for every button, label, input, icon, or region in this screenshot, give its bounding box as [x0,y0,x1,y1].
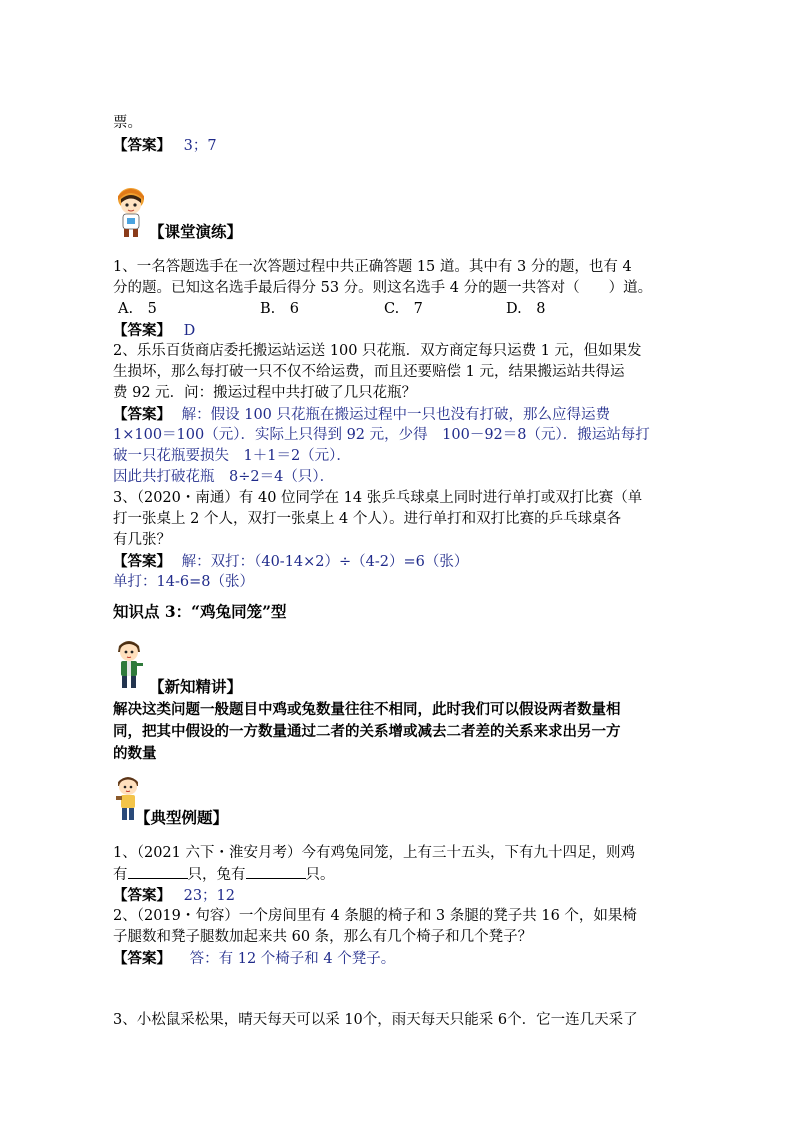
examples-q1-line1: 1、（2021 六下・淮安月考）今有鸡兔同笼，上有三十五头，下有九十四足，则鸡 [113,845,635,861]
practice-q2-answer [113,404,610,426]
boy-cartoon-icon [113,636,145,690]
practice-q3-line2: 打一张桌上 2 个人，双打一张桌上 4 个人）。进行单打和双打比赛的乒乓球桌各 [113,511,622,527]
answer-value: 解：双打：（40-14×2）÷（4-2）=6（张） [181,554,469,570]
answer-value: D [183,323,196,339]
examples-q3-line1: 3、小松鼠采松果，晴天每天可以采 10个，雨天每天只能采 6个．它一连几天采了 [113,1012,638,1028]
newknow-line1: 解决这类问题一般题目中鸡或兔数量往往不相同，此时我们可以假设两者数量相 [113,701,621,718]
answer-value: 3；7 [183,138,217,154]
blank-middle: 只，兔有 [187,867,246,883]
examples-q1-line2 [113,864,335,886]
answer-tag: 【答案】 [113,950,171,967]
practice-q2-line2: 生损坏，那么每打破一只不仅不给运费，而且还要赔偿 1 元，结果搬运站共得运 [113,364,625,380]
examples-q2-line2: 子腿数和凳子腿数加起来共 60 条，那么有几个椅子和几个凳子？ [113,929,533,945]
blank-suffix: 只。 [305,867,335,883]
practice-q2-answer-line4: 因此共打破花瓶 8÷2＝4（只）． [113,469,335,485]
option-a: A. 5 [118,301,157,317]
answer-value: 23；12 [183,888,236,904]
answer-tag: 【答案】 [113,553,171,570]
answer-tag: 【答案】 [113,406,171,423]
answer-blank-rabbit[interactable] [246,864,306,879]
practice-q3-answer [113,551,468,573]
practice-q3-answer-line2: 单打：14-6=8（张） [113,574,254,590]
practice-q3-line1: 3、（2020・南通）有 40 位同学在 14 张乒乓球桌上同时进行单打或双打比赛（单 [113,490,643,506]
practice-q2-answer-line2: 1×100＝100（元）．实际上只得到 92 元，少得 100－92＝8（元）．搬运站每打 [113,427,650,443]
answer-tag: 【答案】 [113,137,171,154]
blank-prefix: 有 [113,867,128,883]
newknow-line3: 的数量 [113,745,157,762]
practice-q3-line3: 有几张？ [113,532,171,548]
practice-q2-line3: 费 92 元．问：搬运过程中共打破了几只花瓶？ [113,385,417,401]
answer-tag: 【答案】 [113,887,171,904]
intro-tail: 票。 [113,115,142,131]
examples-q1-answer [113,885,235,907]
examples-q2-line1: 2、（2019・句容）一个房间里有 4 条腿的椅子和 3 条腿的凳子共 16 个，如果椅 [113,908,637,924]
newknow-title: 【新知精讲】 [149,677,243,696]
option-c: C. 7 [384,301,423,317]
examples-title: 【典型例题】 [135,808,229,827]
practice-q2-line1: 2、乐乐百货商店委托搬运站运送 100 只花瓶．双方商定每只运费 1 元，但如果发 [113,343,642,359]
option-b: B. 6 [260,301,299,317]
answer-blank-chicken[interactable] [128,864,188,879]
answer-value: 解：假设 100 只花瓶在搬运过程中一只也没有打破，那么应得运费 [181,407,611,423]
newknow-line2: 同，把其中假设的一方数量通过二者的关系增或减去二者差的关系来求出另一方 [113,723,621,740]
answer-tag: 【答案】 [113,322,171,339]
practice-q1-line2: 分的题。已知这名选手最后得分 53 分。则这名选手 4 分的题一共答对（ ）道。 [113,280,653,296]
answer-value: 答：有 12 个椅子和 4 个凳子。 [189,951,396,967]
practice-q2-answer-line3: 破一只花瓶要损失 1＋1＝2（元）． [113,448,351,464]
girl-cartoon-icon [113,186,149,238]
practice-q1-answer [113,320,195,342]
intro-answer [113,135,217,157]
practice-q1-line1: 1、一名答题选手在一次答题过程中共正确答题 15 道。其中有 3 分的题，也有 4 [113,259,632,275]
practice-q1-options [118,299,545,320]
option-d: D. 8 [506,301,546,317]
kp3-title: 知识点 3：“鸡兔同笼”型 [113,602,287,621]
practice-title: 【课堂演练】 [149,222,243,241]
examples-q2-answer [113,948,395,970]
